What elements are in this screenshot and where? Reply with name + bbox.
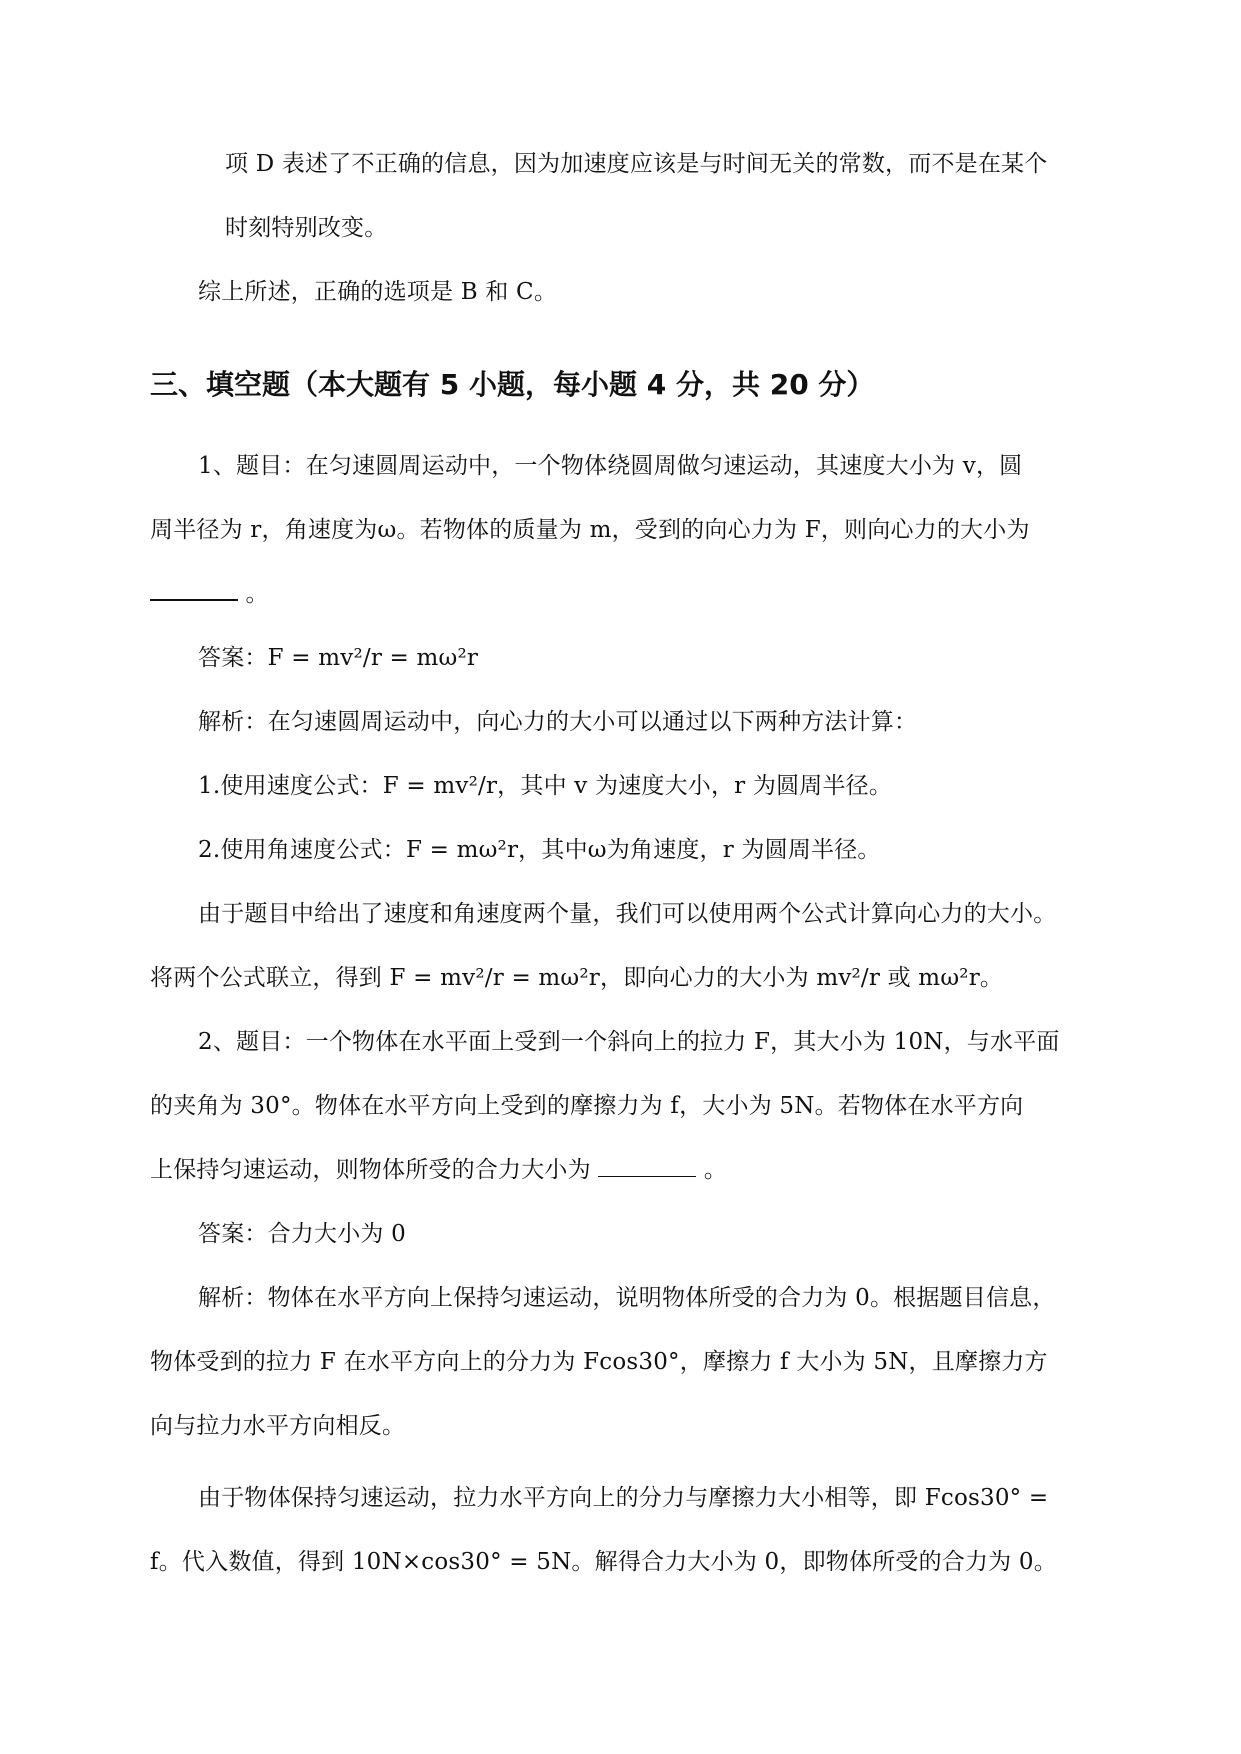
q2-question-tail: 。 <box>696 1157 728 1183</box>
q2-analysis-line-5: f。代入数值，得到 10N×cos30° = 5N。解得合力大小为 0，即物体所受的合力为 0。 <box>150 1549 1057 1575</box>
q1-analysis: 解析：在匀速圆周运动中，向心力的大小可以通过以下两种方法计算： <box>198 709 918 735</box>
q1-answer-blank <box>150 583 238 601</box>
q1-method-2: 2.使用角速度公式：F = mω²r，其中ω为角速度，r 为圆周半径。 <box>198 837 881 863</box>
prev-conclusion: 综上所述，正确的选项是 B 和 C。 <box>198 279 558 305</box>
q1-question-line-2: 周半径为 r，角速度为ω。若物体的质量为 m，受到的向心力为 F，则向心力的大小为 <box>150 517 1030 543</box>
q2-analysis-line-2: 物体受到的拉力 F 在水平方向上的分力为 Fcos30°，摩擦力 f 大小为 5N，且摩擦力方 <box>150 1349 1048 1375</box>
q2-question-line-3 <box>150 1154 727 1186</box>
q2-question-line-1: 2、题目：一个物体在水平面上受到一个斜向上的拉力 F，其大小为 10N，与水平面 <box>198 1029 1060 1055</box>
q1-question-line-3 <box>150 578 269 610</box>
q1-summary-line-1: 由于题目中给出了速度和角速度两个量，我们可以使用两个公式计算向心力的大小。 <box>198 901 1057 927</box>
section-heading: 三、填空题（本大题有 5 小题，每小题 4 分，共 20 分） <box>150 368 875 401</box>
q2-analysis-line-4: 由于物体保持匀速运动，拉力水平方向上的分力与摩擦力大小相等，即 Fcos30° = <box>198 1485 1049 1511</box>
q2-question-line-2: 的夹角为 30°。物体在水平方向上受到的摩擦力为 f，大小为 5N。若物体在水平方向 <box>150 1093 1024 1119</box>
q2-answer-blank <box>598 1158 696 1177</box>
q2-analysis-line-1: 解析：物体在水平方向上保持匀速运动，说明物体所受的合力为 0。根据题目信息， <box>198 1285 1056 1311</box>
q1-method-1: 1.使用速度公式：F = mv²/r，其中 v 为速度大小，r 为圆周半径。 <box>198 773 893 799</box>
q2-question-head: 上保持匀速运动，则物体所受的合力大小为 <box>150 1157 599 1183</box>
q1-question-tail: 。 <box>238 581 269 607</box>
q1-answer: 答案：F = mv²/r = mω²r <box>198 645 479 671</box>
q2-answer: 答案：合力大小为 0 <box>198 1221 406 1247</box>
q1-summary-line-2: 将两个公式联立，得到 F = mv²/r = mω²r，即向心力的大小为 mv²/r 或 mω²r。 <box>150 965 1004 991</box>
q2-analysis-line-3: 向与拉力水平方向相反。 <box>150 1413 406 1439</box>
prev-answer-line-1: 项 D 表述了不正确的信息，因为加速度应该是与时间无关的常数，而不是在某个 <box>225 151 1048 177</box>
q1-question-line-1: 1、题目：在匀速圆周运动中，一个物体绕圆周做匀速运动，其速度大小为 v，圆 <box>198 453 1023 479</box>
prev-answer-line-2: 时刻特别改变。 <box>225 215 388 241</box>
